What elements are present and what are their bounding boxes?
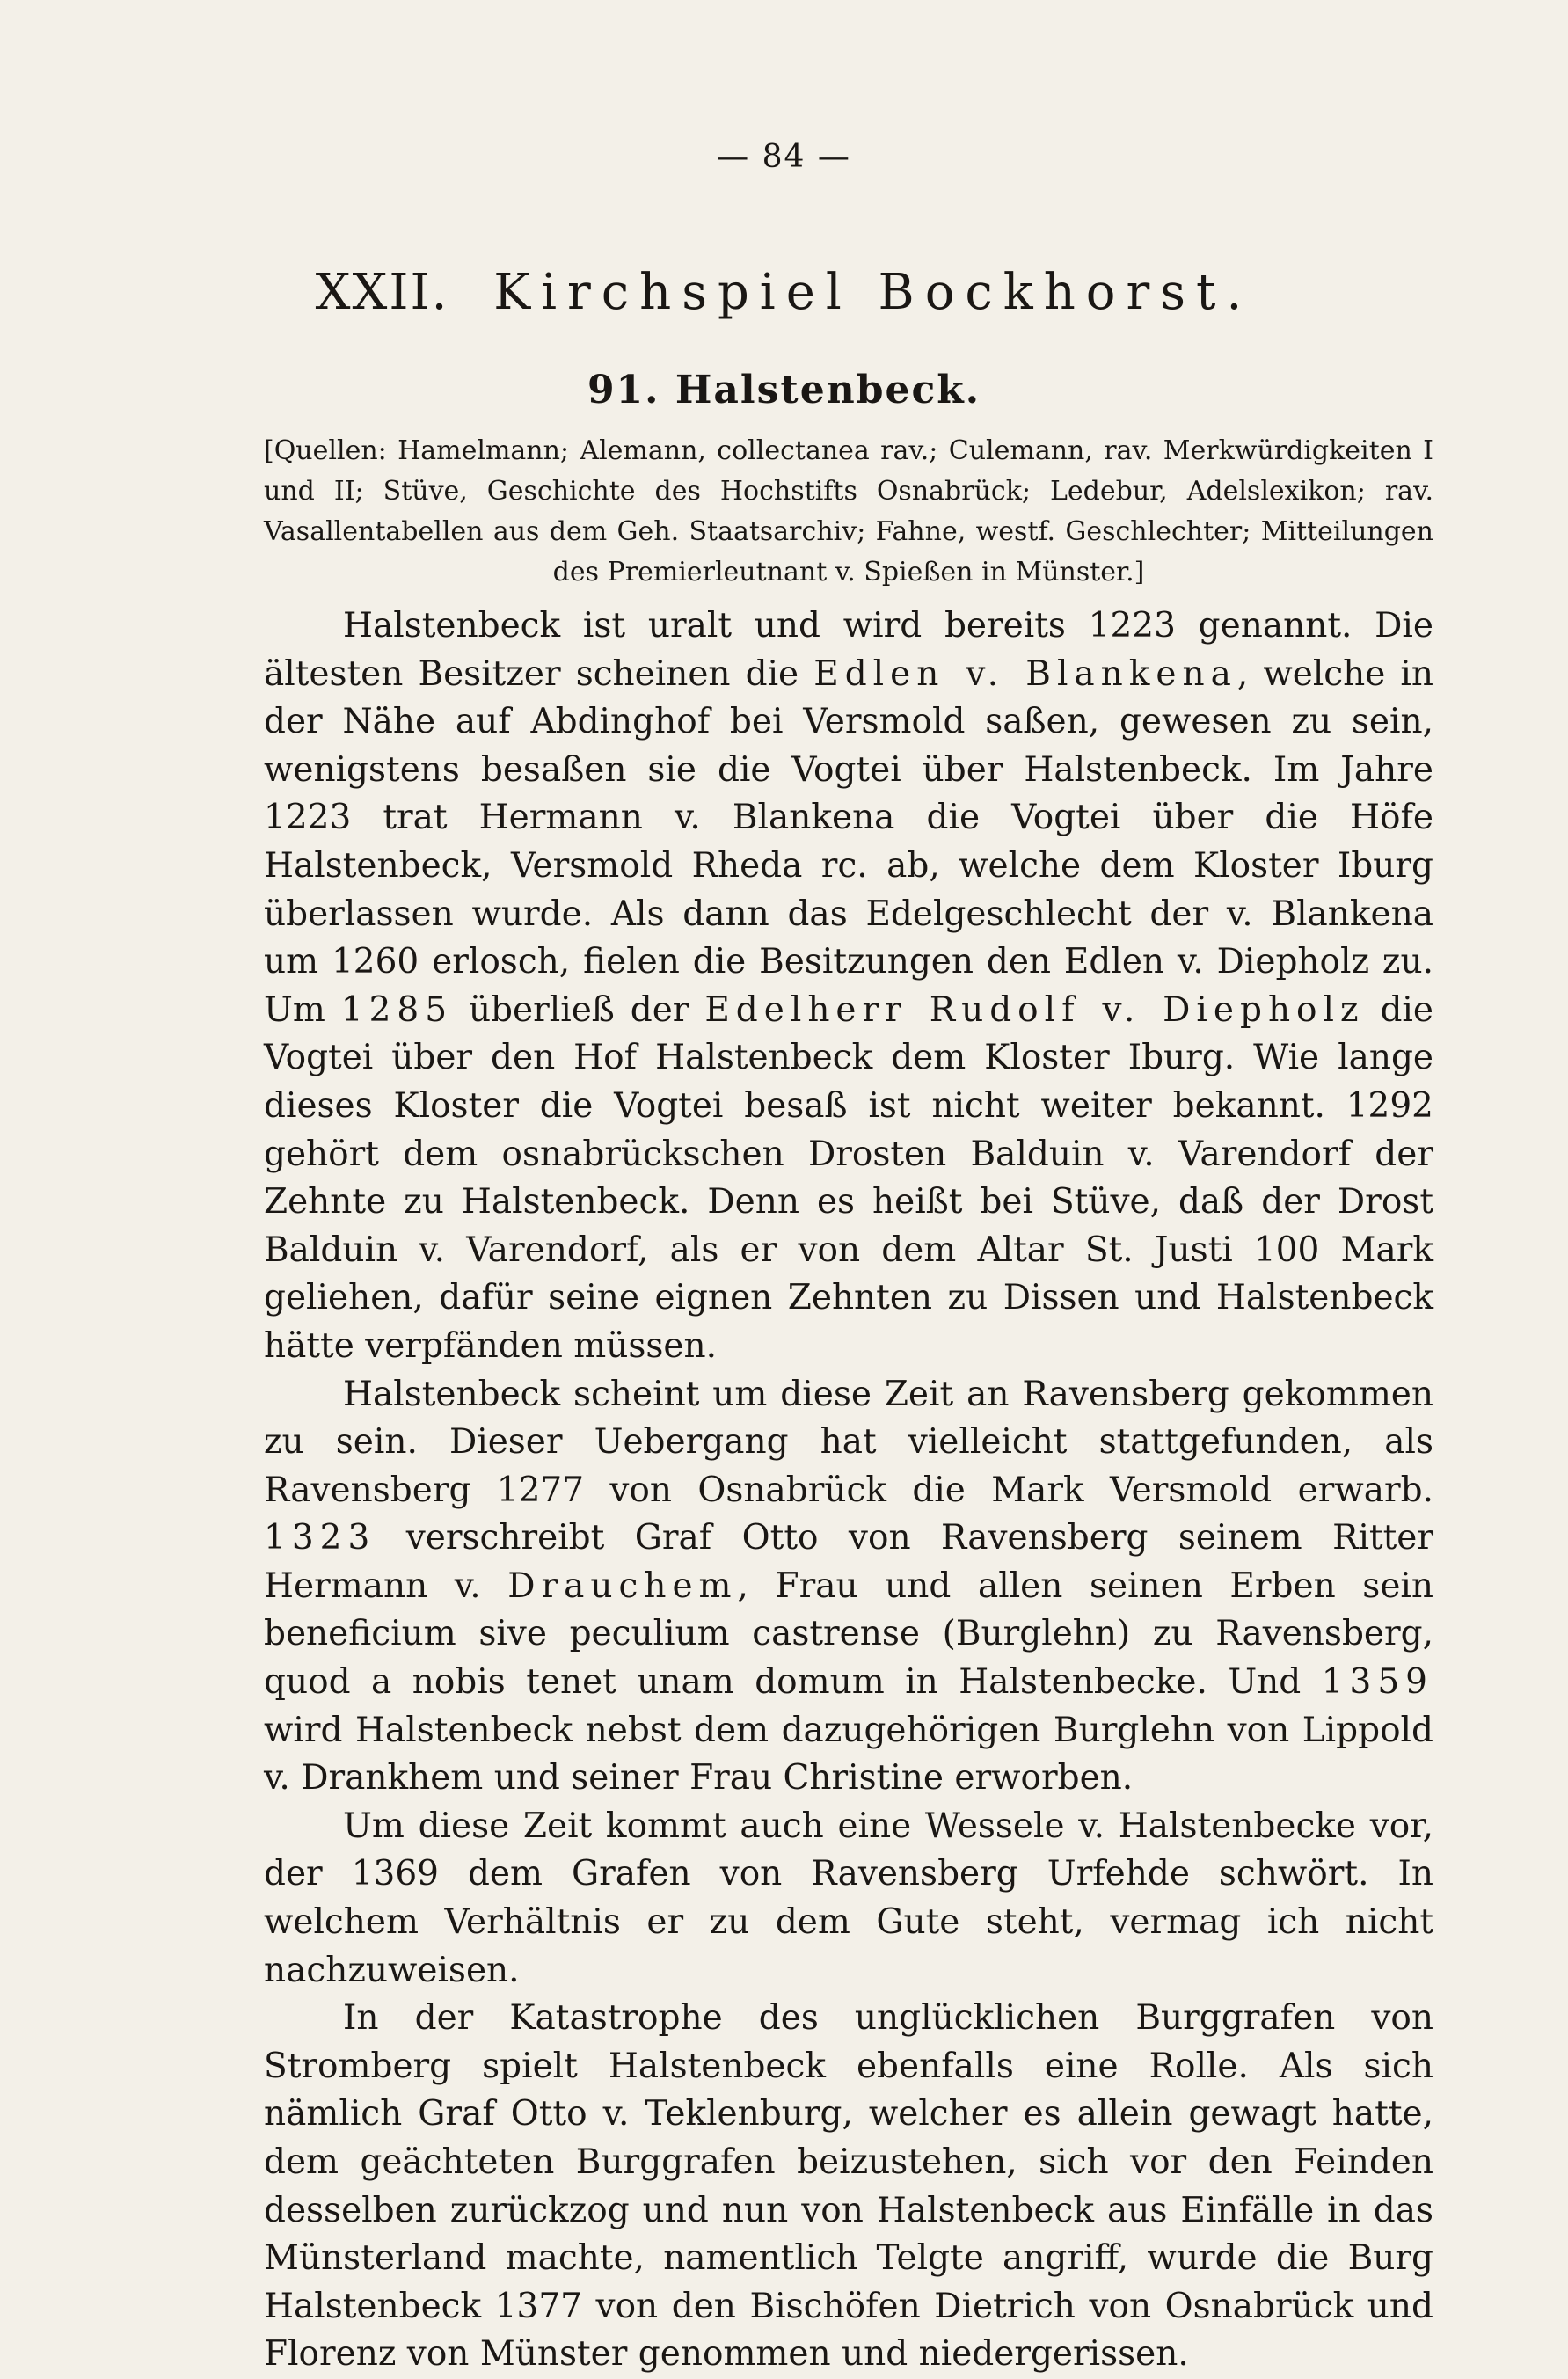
chapter-heading [0, 264, 1568, 321]
section-title: Halstenbeck. [675, 368, 981, 412]
text-run: Um diese Zeit kommt auch eine Wessele v. Halstenbecke vor, der 1369 dem Grafen von Ravensberg Urfehde schwört. In welchem Verhältnis er zu dem Gute steht, vermag ich nicht nachzuweisen. [264, 1806, 1433, 1990]
text-run: Halstenbeck ist uralt und wird bereits 1223 genannt. Die ältesten Besitzer scheinen die [264, 606, 1433, 694]
spaced-name: Edelherr Rudolf v. Diepholz [704, 989, 1365, 1030]
text-run: , welche in der Nähe auf Abdinghof bei Versmold saßen, gewesen zu sein, wenigstens besaßen sie die Vogtei über Halstenbeck. Im Jahre 1223 trat Hermann v. Blankena die Vogtei über die Höfe Halstenbeck, Versmold Rheda rc. ab, welche dem Kloster Iburg überlassen wurde. Als dann das Edelgeschlecht der v. Blankena um 1260 erlosch, fielen die Besitzungen den Edlen v. Diepholz zu. Um [264, 653, 1433, 1030]
chapter-number: XXII. [315, 264, 449, 321]
text-run: In der Katastrophe des unglücklichen Burggrafen von Stromberg spielt Halstenbeck ebenfalls eine Rolle. Als sich nämlich Graf Otto v. Teklenburg, welcher es allein gewagt hatte, dem geächteten Burggrafen beizustehen, sich vor den Feinden desselben zurückzog und nun von Halstenbeck aus Einfälle in das Münsterland machte, namentlich Telgte angriff, wurde die Burg Halstenbeck 1377 von den Bischöfen Dietrich von Osnabrück und Florenz von Münster genommen und niedergerissen. [264, 1998, 1433, 2375]
sources-note: [Quellen: Hamelmann; Alemann, collectanea rav.; Culemann, rav. Merkwürdigkeiten I und II; Stüve, Geschichte des Hochstifts Osnabrück; Ledebur, Adelslexikon; rav. Vasallentabellen aus dem Geh. Staatsarchiv; Fahne, westf. Geschlechter; Mitteilungen des Premierleutnant v. Spießen in Münster.] [264, 435, 1433, 587]
spaced-year: 1323 [264, 1518, 376, 1558]
section-heading [0, 368, 1568, 412]
page-number: — 84 — [717, 139, 851, 175]
text-run: Halstenbeck scheint um diese Zeit an Ravensberg gekommen zu sein. Dieser Uebergang hat vielleicht stattgefunden, als Ravensberg 1277 von Osnabrück die Mark Versmold erwarb. [264, 1374, 1433, 1510]
spaced-name: Edlen v. Blankena [813, 653, 1237, 694]
text-run: die Vogtei über den Hof Halstenbeck dem Kloster Iburg. Wie lange dieses Kloster die Vogtei besaß ist nicht weiter bekannt. 1292 gehört dem osnabrückschen Drosten Balduin v. Varendorf der Zehnte zu Halstenbeck. Denn es heißt bei Stüve, daß der Drost Balduin v. Varendorf, als er von dem Altar St. Justi 100 Mark geliehen, dafür seine eignen Zehnten zu Dissen und Halstenbeck hätte verpfänden müssen. [264, 989, 1433, 1366]
spaced-year: 1285 [340, 989, 454, 1030]
spaced-name: Drauchem [507, 1565, 738, 1606]
text-run: , Frau und allen seinen Erben sein beneficium sive peculium castrense (Burglehn) zu Ravensberg, quod a nobis tenet unam domum in Halstenbecke. Und [264, 1565, 1433, 1703]
chapter-title: Kirchspiel Bockhorst. [493, 264, 1253, 321]
text-run: wird Halstenbeck nebst dem dazugehörigen Burglehn von Lippold v. Drankhem und seiner Frau Christine erworben. [264, 1710, 1433, 1799]
body-text [264, 602, 1433, 2379]
text-run: überließ der [453, 989, 705, 1030]
spaced-year: 1359 [1321, 1662, 1433, 1703]
paragraph [264, 1803, 1433, 1995]
paragraph [264, 1995, 1433, 2379]
text-run: verschreibt Graf Otto von Ravensberg seinem Ritter Hermann v. [264, 1518, 1433, 1606]
paragraph [264, 602, 1433, 1371]
paragraph [264, 1371, 1433, 1803]
section-number: 91. [587, 368, 660, 412]
